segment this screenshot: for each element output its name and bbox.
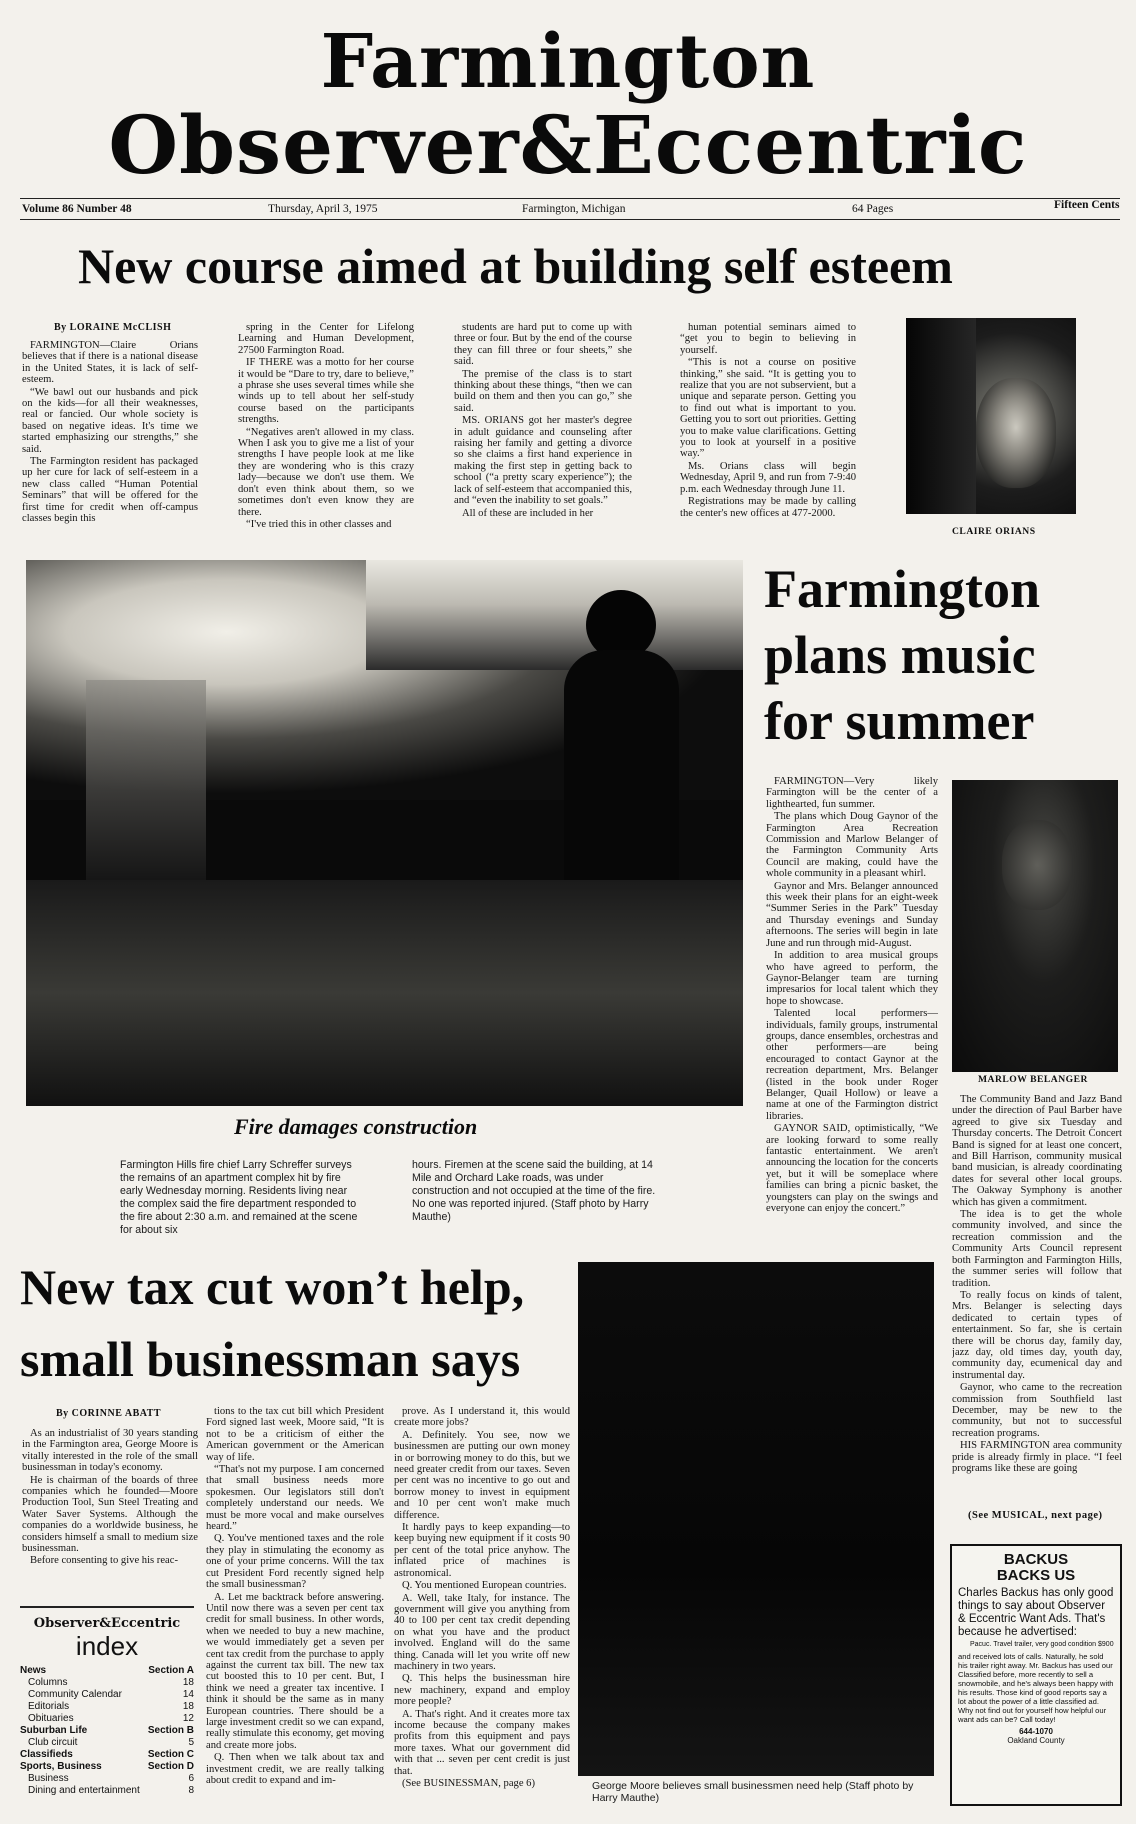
claire-orians-photo	[906, 318, 1076, 514]
index-logo: Observer&Eccentric	[33, 1616, 181, 1631]
index-row[interactable]: Business 6	[28, 1773, 194, 1784]
tax-headline-line2: small businessman says	[20, 1331, 521, 1387]
music-headline-line1: Farmington	[764, 559, 1040, 619]
volume-number: Volume 86 Number 48	[22, 203, 132, 215]
index-row[interactable]: Classifieds Section C	[20, 1749, 194, 1760]
ad-lead: Charles Backus has only good things to say about Observer & Eccentric Want Ads. That's because he advertised:	[958, 1587, 1114, 1638]
tax-column-1: As an industrialist of 30 years standing in the Farmington area, George Moore is vitally interested in the role of the small businessman in today's economy. He is chairman of the boards of three companies which he founded—Moore Production Tool, Sun Steel Treating and Water Saver Systems. Although the companies do a worldwide business, he considers himself a small to medium size businessman. Before consenting to give his reac-	[22, 1428, 198, 1567]
index-row[interactable]: News Section A	[20, 1665, 194, 1676]
ad-title-line2: BACKS US	[996, 1567, 1076, 1584]
issue-date: Thursday, April 3, 1975	[268, 203, 378, 215]
masthead-title-line2: Observer&Eccentric	[108, 98, 1028, 192]
story1-headline: New course aimed at building self esteem	[78, 238, 953, 294]
george-moore-photo	[578, 1262, 934, 1776]
music-jump-line: (See MUSICAL, next page)	[968, 1510, 1103, 1521]
music-headline-line3: for summer	[764, 691, 1035, 751]
page-count: 64 Pages	[852, 203, 894, 215]
ad-quote: Pacuc. Travel trailer, very good condition $900	[970, 1641, 1114, 1648]
story1-column-3: students are hard put to come up with three or four. But by the end of the course they can fill three or four sheets,” she said. The premise of the class is to start thinking about these things, “then we can build on them and then you can go,” she said. MS. ORIANS got her master's degree in adult guidance and counseling after raising her family and getting a divorce so she claims a first hand experience in making the first step in getting back to school (“a pretty scary experience”); the lack of self-esteem that accompanied this, and “even the inability to set goals.” All of these are included in her	[454, 322, 632, 519]
issue-place: Farmington, Michigan	[522, 203, 626, 215]
marlow-belanger-caption: MARLOW BELANGER	[978, 1074, 1088, 1085]
index-row[interactable]: Community Calendar 14	[28, 1689, 194, 1700]
ad-county: Oakland County	[1007, 1736, 1065, 1745]
index-list	[20, 1665, 194, 1797]
george-moore-caption: George Moore believes small businessmen need help (Staff photo by Harry Mauthe)	[592, 1780, 914, 1804]
ad-title-line1: BACKUS	[1003, 1551, 1069, 1568]
index-box	[20, 1606, 194, 1818]
story1-column-1: FARMINGTON—Claire Orians believes that if there is a national disease in the United States, it is lack of self-esteem. “We bawl out our husbands and pick on the kids—for all their weaknesses, real or fancied. Our whole society is based on negative ideas. It's time we started emphasizing our strengths,” she said. The Farmington resident has packaged up her cure for lack of self-esteem in a new class called “Human Potential Seminars” that will be offered for the first time for credit when off-campus classes begin this	[22, 340, 198, 525]
fire-caption-left: Farmington Hills fire chief Larry Schreffer surveys the remains of an apartment complex hit by fire early Wednesday morning. Residents living near the complex said the fire department responded to the fire about 2:30 a.m. and remained at the scene for about six	[120, 1159, 358, 1236]
story1-column-4: human potential seminars aimed to “get you to begin to believing in yourself. “This is not a course on positive thinking,” she said. “It is getting you to realize that you are not subservient, but a unique and separate person. Getting you to find out what is important to you. Getting you to sort out priorities. Getting you to make value clarifications. Getting you to look at yourself in a positive way.” Ms. Orians class will begin Wednesday, April 9, and run from 7-9:40 p.m. each Wednesday through June 11. Registrations may be made by calling the center's new offices at 477-2000.	[680, 322, 856, 519]
tax-byline: By CORINNE ABATT	[56, 1408, 162, 1419]
index-title: index	[75, 1631, 139, 1661]
ad-body: and received lots of calls. Naturally, he sold his trailer right away. Mr. Backus has used our Classified before, more recently to sell a snowmobile, and he's always been happy with his results. Those kind of good reports say a lot about the power of a little classified ad. Why not find out for yourself how helpful our want ads can be? Call today!	[958, 1652, 1114, 1724]
ad-phone: 644-1070	[1019, 1727, 1053, 1736]
tax-headline-line1: New tax cut won’t help,	[20, 1259, 525, 1315]
index-row[interactable]: Club circuit 5	[28, 1737, 194, 1748]
music-column-1: FARMINGTON—Very likely Farmington will be the center of a lighthearted, fun summer. The plans which Doug Gaynor of the Farmington Area Recreation Commission and Marlow Belanger of the Farmington Community Arts Council are making, could have the whole community in a pleasant whirl. Gaynor and Mrs. Belanger announced this week their plans for an eight-week “Summer Series in the Park” Tuesday and Thursday evenings and Sunday afternoons. The series will begin in late June and run through mid-August. In addition to area musical groups who have agreed to perform, the Gaynor-Belanger team are turning impresarios for local talent which they hope to showcase. Talented local performers—individuals, family groups, instrumental groups, dance ensembles, orchestras and other performers—are being encouraged to contact Gaynor at the recreation department, Mrs. Belanger (listed in the book under Roger Belanger, Quail Hollow) or leave a name at one of the Farmington district libraries. GAYNOR SAID, optimistically, “We are looking forward to some really fantastic entertainment. We aren't announcing the location for the concerts yet, but it will be someplace where families can bring a picnic basket, the youngsters can play on the swings and everyone can enjoy the concert.”	[766, 776, 938, 1215]
fire-photo	[26, 560, 743, 1106]
issue-price: Fifteen Cents	[1054, 199, 1120, 211]
story1-column-2: spring in the Center for Lifelong Learning and Human Development, 27500 Farmington Road. IF THERE was a motto for her course it would be “Dare to try, dare to believe,” a phrase she uses several times while she winds up to tell about her self-study course based on the participants strengths. “Negatives aren't allowed in my class. When I ask you to give me a list of your strengths I have people look at me like they are wondering who is this crazy lady—because we don't use them. We don't even think about them, so we sometimes don't even know they are there. “I've tried this in other classes and	[238, 322, 414, 530]
fire-headline: Fire damages construction	[234, 1114, 478, 1139]
index-row[interactable]: Sports, Business Section D	[20, 1761, 194, 1772]
index-row[interactable]: Suburban Life Section B	[20, 1725, 194, 1736]
marlow-belanger-photo	[952, 780, 1118, 1072]
music-column-2: The Community Band and Jazz Band under the direction of Paul Barber have agreed to give six Tuesday and Thursday concerts. The Detroit Concert Band is signed for at least one concert, and Bill Harrison, community musical band musician, is already coordinating dates for several other local groups. The Oakway Symphony is another which has given a commitment. The idea is to get the whole community involved, and since the recreation commission and the Community Arts Council represent both Farmington and Farmington Hills, the summer series will follow that tradition. To really focus on kinds of talent, Mrs. Belanger is selecting days dedicated to certain types of entertainment. So far, she is certain there will be chorus day, family day, jazz day, old times day, youth day, community day, ecumenical day and instrumental day. Gaynor, who came to the recreation commission from Southfield last December, may be new to the community, but not to successful recreation programs. HIS FARMINGTON area community pride is already firmly in place. “I feel programs like these are going	[952, 1094, 1122, 1474]
index-row[interactable]: Columns 18	[28, 1677, 194, 1688]
fire-caption-right: hours. Firemen at the scene said the building, at 14 Mile and Orchard Lake roads, was under construction and not occupied at the time of the fire. No one was reported injured. (Staff photo by Harry Mauthe)	[412, 1159, 656, 1223]
index-row[interactable]: Obituaries 12	[28, 1713, 194, 1724]
music-headline-line2: plans music	[764, 625, 1036, 685]
backus-classified-ad[interactable]	[950, 1544, 1122, 1806]
tax-column-2: tions to the tax cut bill which President Ford signed last week, Moore said, “It is not to be a criticism of either the American government or the American way of life. “That's not my purpose. I am concerned that small business needs more spokesmen. Our legislators still don't completely understand our needs. We must be more vocal and make ourselves heard.” Q. You've mentioned taxes and the role they play in stimulating the economy as one of your prime concerns. Will the tax cut President Ford recently signed help the small businessman? A. Let me backtrack before answering. Until now there was a seven per cent tax credit for small business. In other words, when we needed to buy a new machine, we would immediately get a seven per cent tax credit from the purchase to apply against the current tax bill. The new tax cut boosted this to 10 per cent. But, I think we need a greater tax incentive. I think it should be the same as in many European countries. There should be a large investment credit so we can expand, really stimulate this economy, get moving and create more jobs. Q. Then when we talk about tax and investment credit, we are really talking about credit to expand and im-	[206, 1406, 384, 1786]
claire-orians-caption: CLAIRE ORIANS	[952, 526, 1036, 537]
masthead-title-line1: Farmington	[320, 19, 816, 105]
story1-byline: By LORAINE McCLISH	[54, 322, 172, 333]
index-row[interactable]: Editorials 18	[28, 1701, 194, 1712]
index-row[interactable]: Dining and entertainment 8	[28, 1785, 194, 1796]
tax-column-3: prove. As I understand it, this would create more jobs? A. Definitely. You see, now we businessmen are putting our own money in or borrowing money to do this, but we need greater credit from our taxes. Seven per cent was no incentive to go out and borrow money to invest in equipment and 10 per cent won't make much difference. It hardly pays to keep expanding—to keep buying new equipment if it costs 90 per cent of the total price anyhow. The inflated price of machines is astronomical. Q. You mentioned European countries. A. Well, take Italy, for instance. The government will give you anything from 40 to 100 per cent tax credit depending on what you have and the product involved. England will do the same thing. Canada will let you write off new machinery in two years. Q. This helps the businessman hire new machinery, expand and employ more people? A. That's right. And it creates more tax income because the company makes profits from this equipment and pays more taxes. What our government did with that ... seven per cent credit is just that. (See BUSINESSMAN, page 6)	[394, 1406, 570, 1789]
